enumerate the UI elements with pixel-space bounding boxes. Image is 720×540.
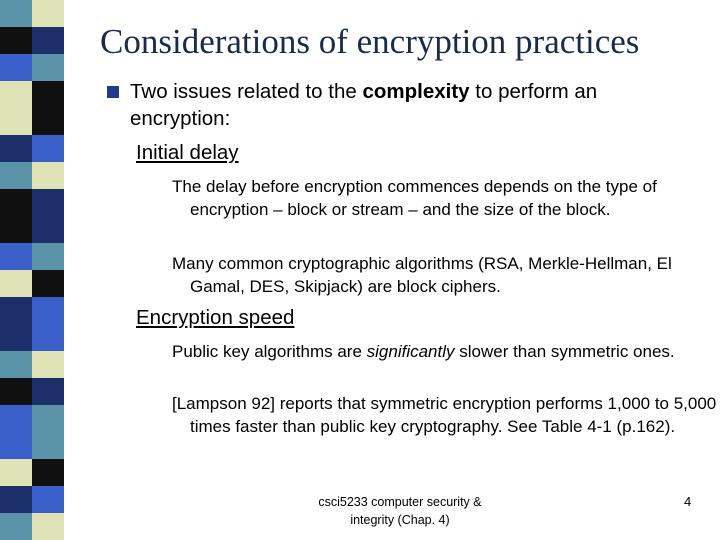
stripe-square xyxy=(0,270,32,297)
intro-bold-word: complexity xyxy=(362,80,470,103)
stripe-square xyxy=(0,54,32,81)
stripe-square xyxy=(32,0,64,27)
encryption-speed-paragraph-2: [Lampson 92] reports that symmetric encryption performs 1,000 to 5,000 times faster than public key cryptography. See Table 4-1 (p.162). xyxy=(172,394,717,436)
stripe-square xyxy=(0,108,32,135)
stripe-square xyxy=(32,405,64,432)
stripe-square xyxy=(0,189,32,216)
stripe-square xyxy=(32,378,64,405)
main-bullet-text xyxy=(130,78,700,132)
stripe-square xyxy=(0,243,32,270)
stripe-square xyxy=(32,459,64,486)
stripe-square xyxy=(32,324,64,351)
stripe-square xyxy=(32,27,64,54)
stripe-square xyxy=(0,378,32,405)
stripe-square xyxy=(0,486,32,513)
stripe-square xyxy=(32,216,64,243)
stripe-square xyxy=(32,54,64,81)
encryption-speed-paragraph-1 xyxy=(172,340,720,363)
stripe-square xyxy=(0,135,32,162)
initial-delay-paragraph-2: Many common cryptographic algorithms (RSA, Merkle-Hellman, El Gamal, DES, Skipjack) are block ciphers. xyxy=(172,254,672,296)
speed-italic-word: significantly xyxy=(366,342,455,361)
intro-text-end: to perform an encryption: xyxy=(130,80,598,130)
stripe-square xyxy=(0,27,32,54)
bullet-square-icon xyxy=(107,86,119,98)
stripe-square xyxy=(0,513,32,540)
stripe-square xyxy=(32,81,64,108)
stripe-square xyxy=(0,459,32,486)
intro-text-start: Two issues related to the xyxy=(130,80,363,103)
stripe-square xyxy=(0,216,32,243)
stripe-square xyxy=(0,297,32,324)
stripe-square xyxy=(32,162,64,189)
speed-text-end: slower than symmetric ones. xyxy=(454,342,675,361)
stripe-square xyxy=(0,162,32,189)
stripe-square xyxy=(0,0,32,27)
stripe-square xyxy=(32,135,64,162)
stripe-square xyxy=(0,351,32,378)
stripe-square xyxy=(32,108,64,135)
stripe-square xyxy=(32,189,64,216)
stripe-square xyxy=(0,432,32,459)
footer-line-1: csci5233 computer security & xyxy=(318,495,482,509)
initial-delay-paragraph-1: The delay before encryption commences depends on the type of encryption – block or stream – and the size of the block. xyxy=(172,177,657,219)
slide-footer xyxy=(290,493,510,529)
speed-text-start: Public key algorithms are xyxy=(172,342,367,361)
subheading-encryption-speed: Encryption speed xyxy=(136,306,295,329)
stripe-square xyxy=(0,405,32,432)
stripe-square xyxy=(32,243,64,270)
footer-line-2: integrity (Chap. 4) xyxy=(350,513,450,527)
stripe-square xyxy=(32,270,64,297)
page-number: 4 xyxy=(684,494,692,509)
decorative-stripe xyxy=(0,0,64,540)
stripe-square xyxy=(32,486,64,513)
stripe-square xyxy=(32,432,64,459)
stripe-square xyxy=(32,351,64,378)
subheading-initial-delay: Initial delay xyxy=(136,141,239,164)
stripe-square xyxy=(0,81,32,108)
stripe-square xyxy=(32,297,64,324)
slide-title: Considerations of encryption practices xyxy=(100,22,640,61)
stripe-square xyxy=(32,513,64,540)
stripe-square xyxy=(0,324,32,351)
